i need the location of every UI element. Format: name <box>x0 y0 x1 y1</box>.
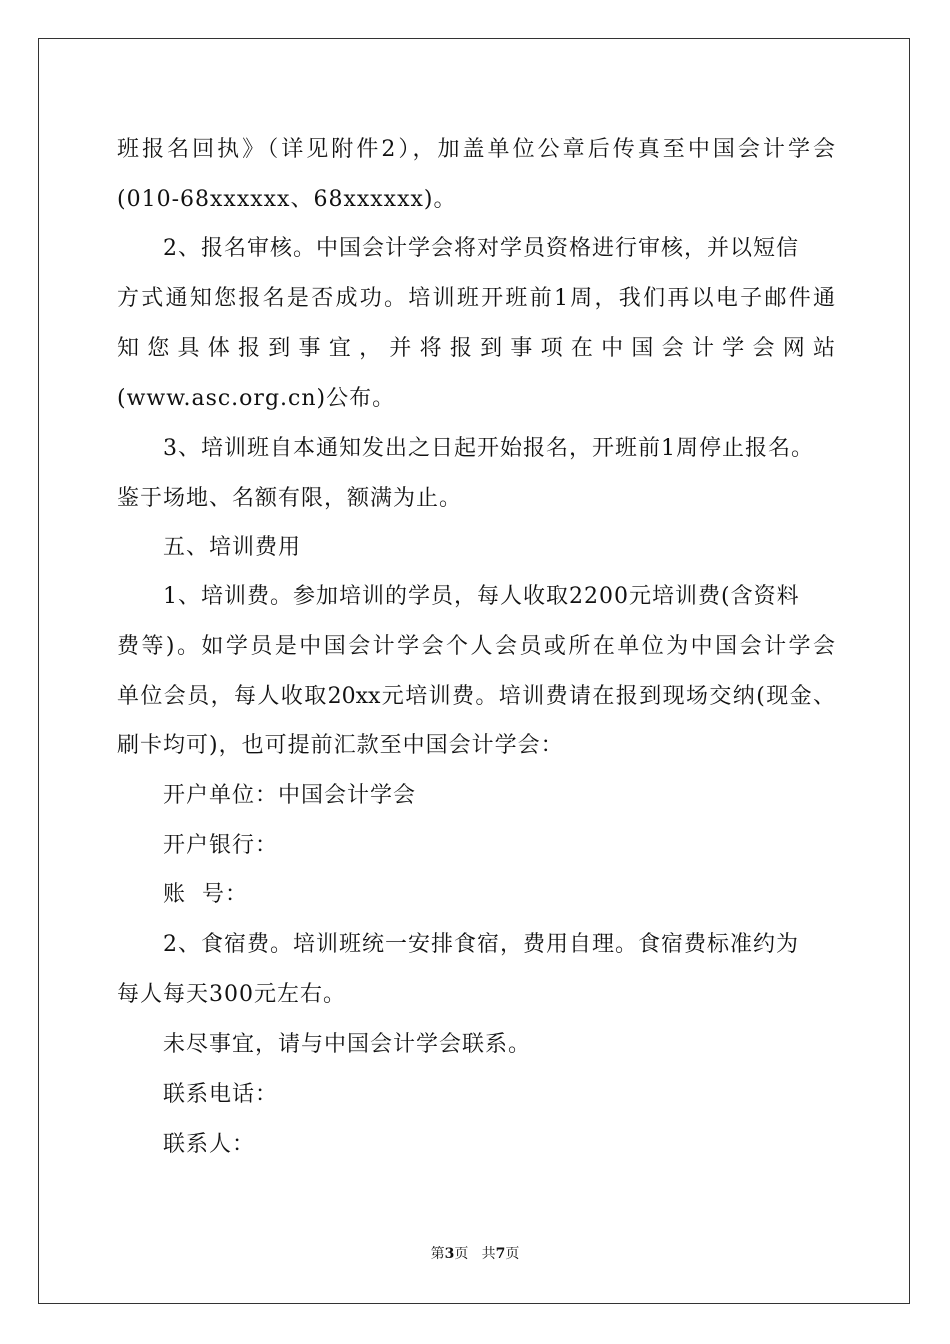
contact-person: 联系人： <box>163 1132 256 1157</box>
body-line-5: 知您具体报到事宜，并将报到事项在中国会计学会网站 <box>117 336 835 361</box>
body-line-8: 鉴于场地、名额有限，额满为止。 <box>117 486 463 511</box>
page-number: 3 <box>444 1246 455 1262</box>
page-footer <box>0 1244 950 1264</box>
total-suffix: 页 <box>505 1246 520 1262</box>
body-line-11: 费等)。如学员是中国会计学会个人会员或所在单位为中国会计学会 <box>117 634 835 659</box>
body-line-1: 班报名回执》（详见附件2），加盖单位公章后传真至中国会计学会 <box>117 137 835 162</box>
body-line-18: 每人每天300元左右。 <box>117 982 346 1007</box>
account-name: 开户单位：中国会计学会 <box>163 783 417 808</box>
page-suffix: 页 <box>454 1246 469 1262</box>
total-prefix: 共 <box>481 1246 496 1262</box>
body-line-13: 刷卡均可)，也可提前汇款至中国会计学会： <box>117 733 564 758</box>
page-prefix: 第 <box>430 1246 445 1262</box>
body-line-4: 方式通知您报名是否成功。培训班开班前1周，我们再以电子邮件通 <box>117 286 835 311</box>
body-line-12: 单位会员，每人收取20xx元培训费。培训费请在报到现场交纳(现金、 <box>117 684 835 709</box>
body-line-6: (www.asc.org.cn)公布。 <box>117 386 396 411</box>
account-bank: 开户银行： <box>163 833 279 858</box>
body-line-10: 1、培训费。参加培训的学员，每人收取2200元培训费(含资料 <box>163 584 800 609</box>
body-line-17: 2、食宿费。培训班统一安排食宿，费用自理。食宿费标准约为 <box>163 932 799 957</box>
body-line-7: 3、培训班自本通知发出之日起开始报名，开班前1周停止报名。 <box>163 436 814 461</box>
contact-phone: 联系电话： <box>163 1082 279 1107</box>
body-line-3: 2、报名审核。中国会计学会将对学员资格进行审核，并以短信 <box>163 236 799 261</box>
page-border <box>38 38 910 1304</box>
account-number: 账 号： <box>163 882 248 907</box>
body-line-2: (010-68xxxxxx、68xxxxxx)。 <box>117 187 457 212</box>
total-pages: 7 <box>495 1246 506 1262</box>
section-heading: 五、培训费用 <box>163 535 302 560</box>
body-line-19: 未尽事宜，请与中国会计学会联系。 <box>163 1032 532 1057</box>
